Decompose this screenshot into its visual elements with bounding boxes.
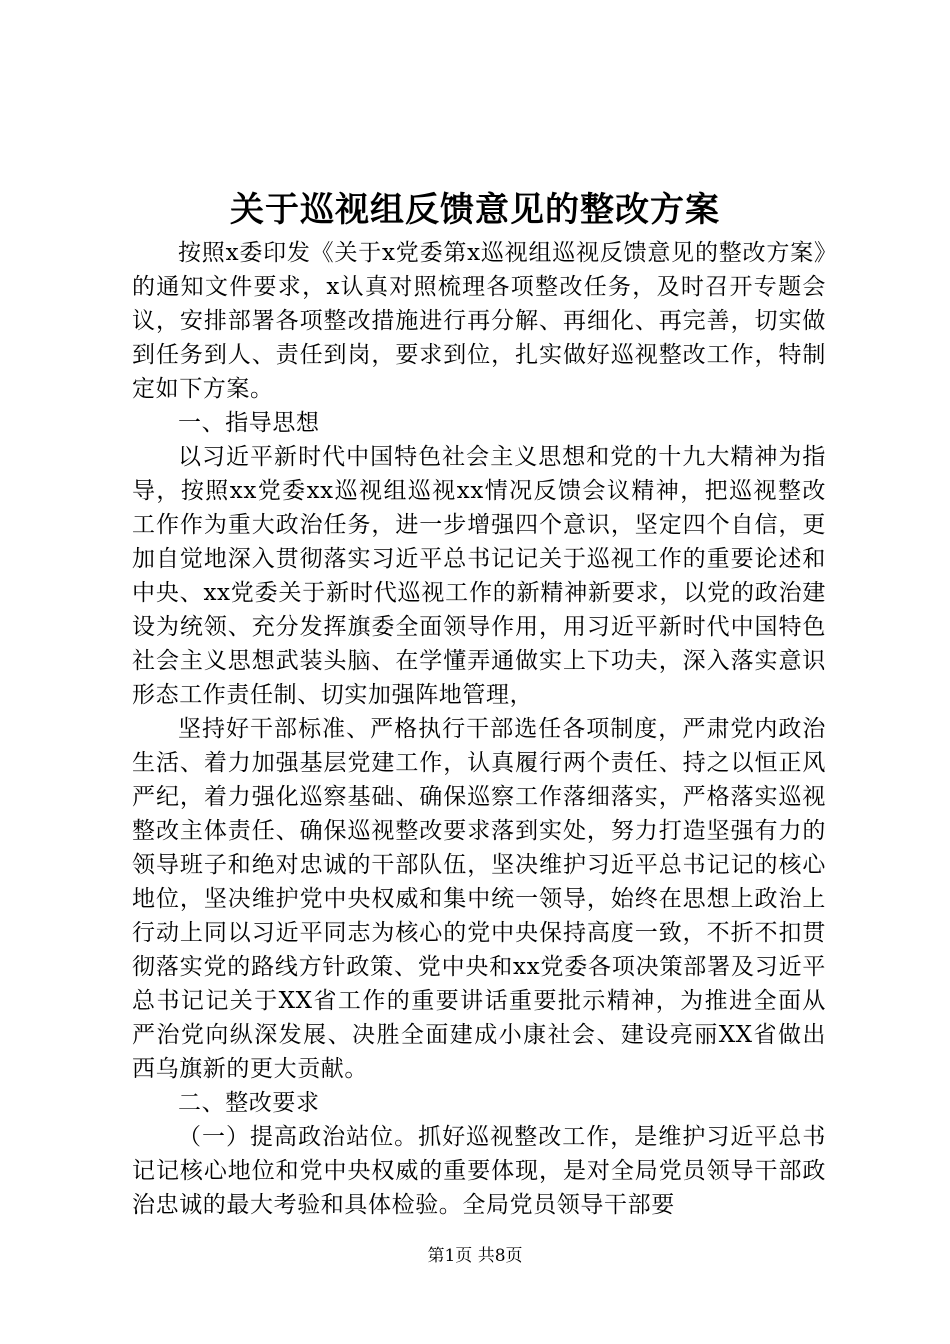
document-title: 关于巡视组反馈意见的整改方案 <box>230 190 720 230</box>
document-body <box>132 236 826 1222</box>
page-number-footer: 第1页 共8页 <box>427 1246 523 1266</box>
requirement-paragraph-1: （一）提高政治站位。抓好巡视整改工作，是维护习近平总书记记核心地位和党中央权威的重要体现，是对全局党员领导干部政治忠诚的最大考验和具体检验。全局党员领导干部要 <box>132 1124 826 1218</box>
section-heading-guiding-ideology: 一、指导思想 <box>178 410 320 436</box>
guiding-ideology-paragraph: 以习近平新时代中国特色社会主义思想和党的十九大精神为指导，按照xx党委xx巡视组巡视xx情况反馈会议精神，把巡视整改工作作为重大政治任务，进一步增强四个意识，坚定四个自信，更加自觉地深入贯彻落实习近平总书记记关于巡视工作的重要论述和中央、xx党委关于新时代巡视工作的新精神新要求，以党的政治建设为统领、充分发挥旗委全面领导作用，用习近平新时代中国特色社会主义思想武装头脑、在学懂弄通做实上下功夫，深入落实意识形态工作责任制、切实加强阵地管理， <box>132 444 826 708</box>
guiding-ideology-paragraph-continued: 坚持好干部标准、严格执行干部选任各项制度，严肃党内政治生活、着力加强基层党建工作，认真履行两个责任、持之以恒正风严纪，着力强化巡察基础、确保巡察工作落细落实，严格落实巡视整改主体责任、确保巡视整改要求落到实处，努力打造坚强有力的领导班子和绝对忠诚的干部队伍，坚决维护习近平总书记记的核心地位，坚决维护党中央权威和集中统一领导，始终在思想上政治上行动上同以习近平同志为核心的党中央保持高度一致，不折不扣贯彻落实党的路线方针政策、党中央和xx党委各项决策部署及习近平总书记记关于XX省工作的重要讲话重要批示精神，为推进全面从严治党向纵深发展、决胜全面建成小康社会、建设亮丽XX省做出西乌旗新的更大贡献。 <box>132 716 826 1082</box>
section-heading-rectification-requirements: 二、整改要求 <box>178 1090 320 1116</box>
intro-paragraph: 按照x委印发《关于x党委第x巡视组巡视反馈意见的整改方案》的通知文件要求，x认真对照梳理各项整改任务，及时召开专题会议，安排部署各项整改措施进行再分解、再细化、再完善，切实做到任务到人、责任到岗，要求到位，扎实做好巡视整改工作，特制定如下方案。 <box>132 240 826 402</box>
